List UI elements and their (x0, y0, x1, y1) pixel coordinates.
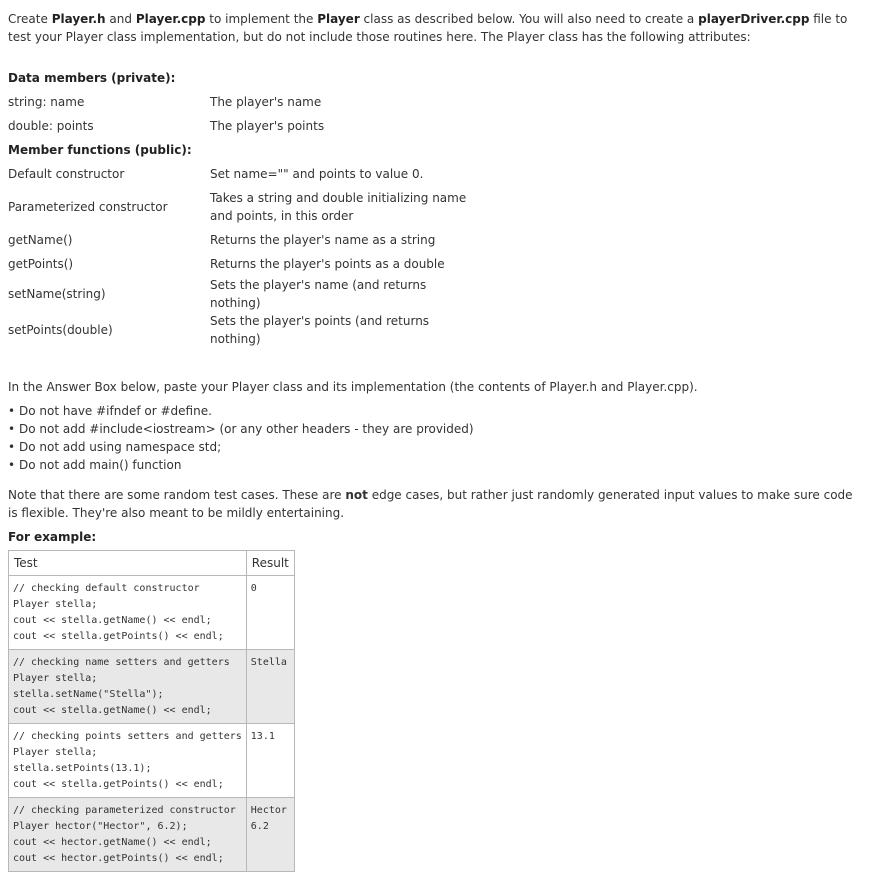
code-line: Player hector("Hector", 6.2); (13, 821, 188, 832)
examples-table (8, 550, 295, 872)
result-line: 0 (250, 583, 257, 594)
function-name: Parameterized constructor (8, 200, 168, 214)
example-row (9, 798, 295, 872)
function-row (8, 312, 480, 348)
result-line: 13.1 (250, 731, 275, 742)
result-line: 6.2 (250, 821, 269, 832)
intro-text: class as described below. You will also need to create a (359, 12, 699, 26)
attribute-description: The player's points (210, 119, 325, 133)
code-line: cout << stella.getPoints() << endl; (13, 779, 224, 790)
result-line: Hector (250, 805, 287, 816)
function-description: Sets the player's name (and returns nothing) (210, 278, 427, 310)
result-line: Stella (250, 657, 287, 668)
code-line: cout << hector.getName() << endl; (13, 837, 212, 848)
test-result (246, 798, 294, 872)
test-result (246, 724, 294, 798)
member-functions-header: Member functions (public): (8, 143, 192, 157)
member-functions-header-row (8, 138, 480, 162)
function-description: Sets the player's points (and returns nothing) (210, 314, 430, 346)
code-line: // checking name setters and getters (13, 657, 230, 668)
example-row (9, 650, 295, 724)
test-code (9, 576, 247, 650)
code-line: // checking default constructor (13, 583, 200, 594)
function-row (8, 276, 480, 312)
attribute-name: double: points (8, 119, 94, 133)
code-line: // checking points setters and getters (13, 731, 242, 742)
answer-box-instructions: In the Answer Box below, paste your Player class and its implementation (the contents of Player.h and Player.cpp). (8, 380, 698, 394)
code-line: Player stella; (13, 599, 98, 610)
examples-header-row (9, 551, 295, 576)
function-name: Default constructor (8, 167, 125, 181)
data-members-header-row (8, 66, 480, 90)
code-line: cout << hector.getPoints() << endl; (13, 853, 224, 864)
intro-driver-filename: playerDriver.cpp (698, 12, 810, 26)
test-result (246, 650, 294, 724)
random-tests-note (8, 486, 863, 522)
intro-text: and (105, 12, 136, 26)
test-code (9, 724, 247, 798)
for-example-heading: For example: (8, 530, 97, 544)
function-description: Takes a string and double initializing name and points, in this order (210, 191, 467, 223)
code-line: stella.setName("Stella"); (13, 689, 164, 700)
code-line: cout << stella.getName() << endl; (13, 705, 212, 716)
rule-item: • Do not add main() function (18, 456, 870, 474)
note-emphasis: not (345, 488, 368, 502)
attribute-name: string: name (8, 95, 85, 109)
attribute-row (8, 90, 480, 114)
function-description: Set name="" and points to value 0. (210, 167, 424, 181)
function-row (8, 252, 480, 276)
data-members-header: Data members (private): (8, 71, 176, 85)
function-row (8, 186, 480, 228)
code-line: Player stella; (13, 747, 98, 758)
note-text: edge cases, but rather just randomly generated input values to make sure code is flexible. They're also meant to be mildly entertaining. (8, 488, 853, 520)
intro-text: file to test your Player class implementation, but do not include those routines here. The Player class has the following attributes: (8, 12, 848, 44)
function-name: getPoints() (8, 257, 74, 271)
test-code (9, 650, 247, 724)
example-row (9, 576, 295, 650)
rule-item: • Do not add using namespace std; (18, 438, 870, 456)
function-name: getName() (8, 233, 73, 247)
intro-text: to implement the (205, 12, 318, 26)
test-result (246, 576, 294, 650)
function-description: Returns the player's name as a string (210, 233, 436, 247)
rules-list (8, 402, 870, 474)
test-code (9, 798, 247, 872)
rule-item: • Do not add #include<iostream> (or any other headers - they are provided) (18, 420, 870, 438)
column-header-result: Result (246, 551, 294, 576)
intro-filename-h: Player.h (51, 12, 106, 26)
attribute-row (8, 114, 480, 138)
intro-classname: Player (317, 12, 360, 26)
code-line: // checking parameterized constructor (13, 805, 236, 816)
function-name: setPoints(double) (8, 323, 113, 337)
rule-item: • Do not have #ifndef or #define. (18, 402, 870, 420)
code-line: stella.setPoints(13.1); (13, 763, 152, 774)
attributes-table (8, 66, 480, 348)
code-line: cout << stella.getName() << endl; (13, 615, 212, 626)
function-name: setName(string) (8, 287, 106, 301)
column-header-test: Test (9, 551, 247, 576)
example-row (9, 724, 295, 798)
code-line: Player stella; (13, 673, 98, 684)
note-text: Note that there are some random test cases. These are (8, 488, 346, 502)
function-row (8, 228, 480, 252)
intro-filename-cpp: Player.cpp (135, 12, 206, 26)
intro-paragraph (8, 10, 863, 46)
function-description: Returns the player's points as a double (210, 257, 445, 271)
function-row (8, 162, 480, 186)
code-line: cout << stella.getPoints() << endl; (13, 631, 224, 642)
attribute-description: The player's name (210, 95, 322, 109)
intro-text: Create (8, 12, 52, 26)
